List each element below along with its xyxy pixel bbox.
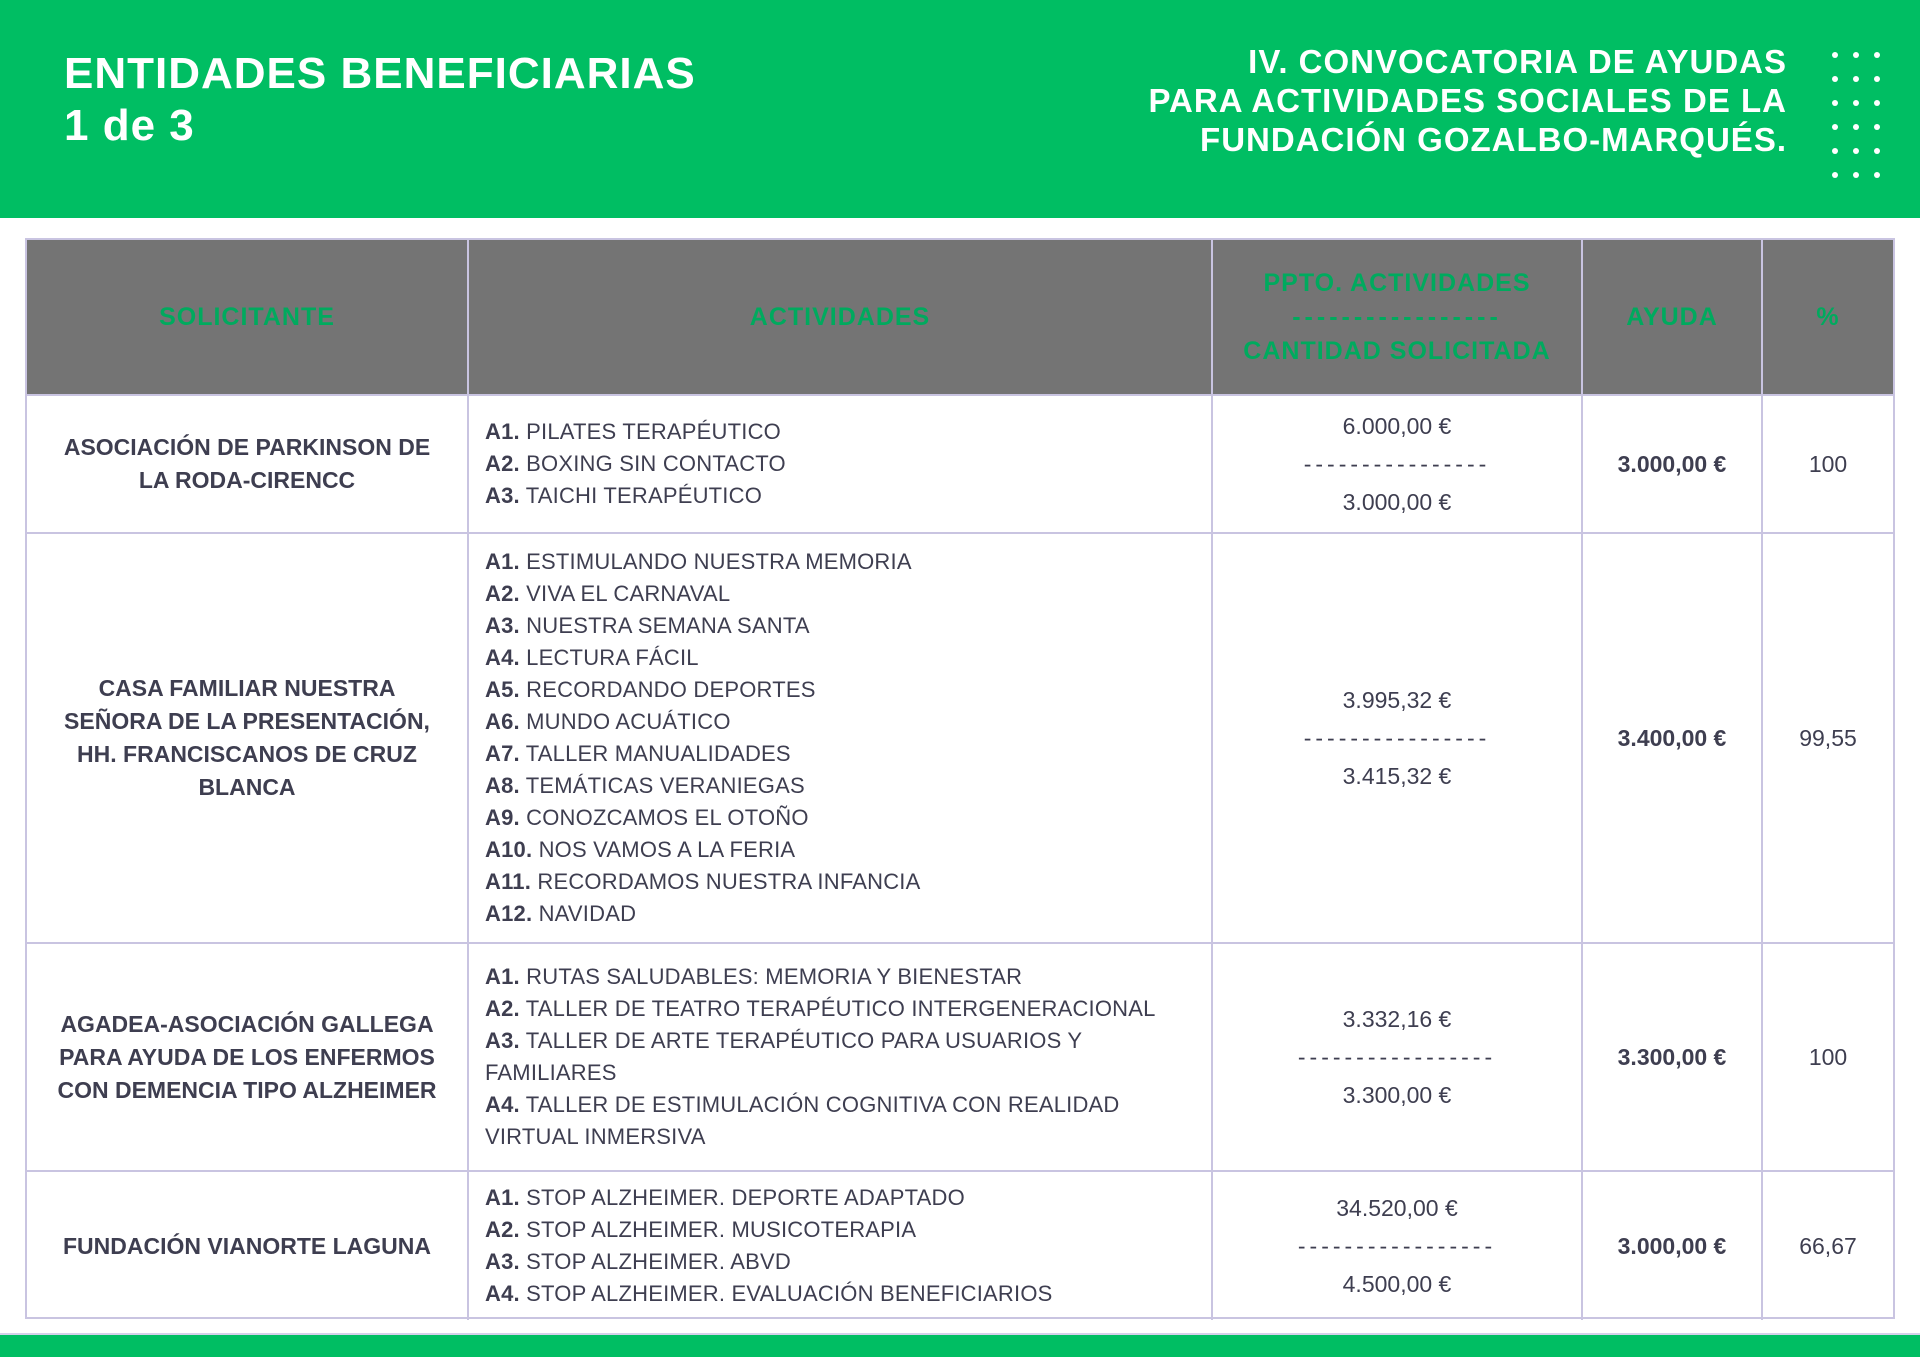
ppto-amount: 34.520,00 €: [1336, 1195, 1458, 1221]
activity-code: A2.: [485, 451, 520, 476]
table-row: [27, 394, 1893, 532]
dot-icon: [1853, 124, 1859, 130]
table-row: [27, 1170, 1893, 1317]
ppto-divider: ----------------: [1303, 451, 1491, 477]
dot-icon: [1853, 148, 1859, 154]
activity-code: A2.: [485, 996, 520, 1021]
banner-subtitle-line2: PARA ACTIVIDADES SOCIALES DE LA: [1148, 82, 1787, 119]
activity-item: A1. PILATES TERAPÉUTICO: [485, 419, 781, 444]
activity-code: A10.: [485, 837, 533, 862]
dot-icon: [1832, 124, 1838, 130]
activity-code: A4.: [485, 1092, 520, 1117]
activity-code: A1.: [485, 549, 520, 574]
activity-code: A2.: [485, 1217, 520, 1242]
activity-code: A9.: [485, 805, 520, 830]
cantidad-solicitada-amount: 3.000,00 €: [1342, 489, 1452, 515]
dot-icon: [1832, 148, 1838, 154]
ppto-amount: 6.000,00 €: [1342, 413, 1452, 439]
banner-subtitle: [1149, 42, 1788, 159]
header-ppto-top: PPTO. ACTIVIDADES: [1263, 269, 1531, 297]
solicitante-cell: CASA FAMILIAR NUESTRA SEÑORA DE LA PRESENTACIÓN, HH. FRANCISCANOS DE CRUZ BLANCA: [27, 534, 469, 942]
activity-item: A3. NUESTRA SEMANA SANTA: [485, 613, 810, 638]
activity-item: A9. CONOZCAMOS EL OTOÑO: [485, 805, 809, 830]
dot-icon: [1874, 148, 1880, 154]
dot-icon: [1853, 100, 1859, 106]
activity-code: A1.: [485, 964, 520, 989]
actividades-cell: [469, 534, 1213, 942]
activity-code: A8.: [485, 773, 520, 798]
activity-item: A7. TALLER MANUALIDADES: [485, 741, 791, 766]
pct-cell: 100: [1808, 1043, 1848, 1070]
cantidad-solicitada-amount: 4.500,00 €: [1342, 1271, 1452, 1297]
ayuda-cell: 3.400,00 €: [1583, 534, 1763, 942]
activity-code: A4.: [485, 645, 520, 670]
ppto-divider: -----------------: [1297, 1233, 1497, 1259]
ayuda-cell: 3.300,00 €: [1583, 944, 1763, 1170]
beneficiaries-table: [25, 238, 1895, 1319]
cantidad-solicitada-amount: 3.300,00 €: [1342, 1082, 1452, 1108]
activity-code: A4.: [485, 1281, 520, 1306]
activity-item: A5. RECORDANDO DEPORTES: [485, 677, 816, 702]
activity-code: A5.: [485, 677, 520, 702]
ppto-divider: ----------------: [1303, 725, 1491, 751]
activity-code: A3.: [485, 1249, 520, 1274]
activity-code: A7.: [485, 741, 520, 766]
activity-code: A11.: [485, 869, 532, 894]
pct-cell: 99,55: [1799, 724, 1857, 751]
dot-icon: [1874, 76, 1880, 82]
header-solicitante: SOLICITANTE: [27, 240, 469, 394]
actividades-cell: [469, 1172, 1213, 1320]
actividades-cell: [469, 396, 1213, 532]
dot-icon: [1853, 172, 1859, 178]
dot-icon: [1874, 124, 1880, 130]
solicitante-cell: ASOCIACIÓN DE PARKINSON DE LA RODA-CIRENCC: [27, 396, 469, 532]
header-actividades: ACTIVIDADES: [469, 240, 1213, 394]
header-ayuda: AYUDA: [1583, 240, 1763, 394]
ayuda-cell: 3.000,00 €: [1583, 1172, 1763, 1320]
activity-item: A1. ESTIMULANDO NUESTRA MEMORIA: [485, 549, 912, 574]
table-header-row: [27, 240, 1893, 394]
activity-code: A3.: [485, 613, 520, 638]
page-title-line2: 1 de 3: [64, 101, 195, 150]
header-ppto: [1213, 240, 1583, 394]
cantidad-solicitada-amount: 3.415,32 €: [1342, 763, 1452, 789]
activity-item: A2. TALLER DE TEATRO TERAPÉUTICO INTERGENERACIONAL: [485, 996, 1156, 1021]
ppto-amount: 3.995,32 €: [1342, 687, 1452, 713]
activity-item: A11. RECORDAMOS NUESTRA INFANCIA: [485, 869, 921, 894]
header-ppto-divider: -----------------: [1292, 303, 1502, 331]
ppto-cell: [1213, 396, 1583, 532]
dot-icon: [1853, 76, 1859, 82]
activity-item: A2. STOP ALZHEIMER. MUSICOTERAPIA: [485, 1217, 917, 1242]
header-ppto-bottom: CANTIDAD SOLICITADA: [1243, 337, 1551, 365]
pct-cell: 66,67: [1799, 1232, 1857, 1259]
activity-code: A6.: [485, 709, 520, 734]
activity-item: A3. TAICHI TERAPÉUTICO: [485, 483, 763, 508]
table-body: [27, 394, 1893, 1317]
dot-icon: [1832, 76, 1838, 82]
activity-item: A2. VIVA EL CARNAVAL: [485, 581, 731, 606]
activity-item: A3. STOP ALZHEIMER. ABVD: [485, 1249, 791, 1274]
banner: [0, 0, 1920, 218]
banner-subtitle-line1: IV. CONVOCATORIA DE AYUDAS: [1248, 43, 1787, 80]
activity-code: A3.: [485, 483, 520, 508]
activity-item: A4. TALLER DE ESTIMULACIÓN COGNITIVA CON REALIDAD VIRTUAL INMERSIVA: [485, 1092, 1120, 1149]
table-row: [27, 942, 1893, 1170]
ayuda-cell: 3.000,00 €: [1583, 396, 1763, 532]
page-title: [64, 48, 696, 152]
ppto-amount: 3.332,16 €: [1342, 1006, 1452, 1032]
ppto-cell: [1213, 534, 1583, 942]
activity-item: A2. BOXING SIN CONTACTO: [485, 451, 786, 476]
dots-grid-icon: [1832, 52, 1880, 178]
activity-code: A1.: [485, 1185, 520, 1210]
dot-icon: [1832, 172, 1838, 178]
table-row: [27, 532, 1893, 942]
header-pct: %: [1816, 303, 1840, 331]
solicitante-cell: FUNDACIÓN VIANORTE LAGUNA: [27, 1172, 469, 1320]
ppto-cell: [1213, 944, 1583, 1170]
activity-item: A1. STOP ALZHEIMER. DEPORTE ADAPTADO: [485, 1185, 965, 1210]
activity-item: A6. MUNDO ACUÁTICO: [485, 709, 731, 734]
footer-bar: [0, 1333, 1920, 1357]
dot-icon: [1874, 172, 1880, 178]
dot-icon: [1832, 52, 1838, 58]
ppto-divider: -----------------: [1297, 1044, 1497, 1070]
activity-item: A12. NAVIDAD: [485, 901, 637, 926]
dot-icon: [1853, 52, 1859, 58]
dot-icon: [1874, 100, 1880, 106]
ppto-cell: [1213, 1172, 1583, 1320]
activity-item: A10. NOS VAMOS A LA FERIA: [485, 837, 796, 862]
activity-code: A2.: [485, 581, 520, 606]
activity-code: A12.: [485, 901, 533, 926]
actividades-cell: [469, 944, 1213, 1170]
activity-item: A4. LECTURA FÁCIL: [485, 645, 699, 670]
activity-item: A8. TEMÁTICAS VERANIEGAS: [485, 773, 805, 798]
solicitante-cell: AGADEA-ASOCIACIÓN GALLEGA PARA AYUDA DE LOS ENFERMOS CON DEMENCIA TIPO ALZHEIMER: [27, 944, 469, 1170]
dot-icon: [1874, 52, 1880, 58]
activity-item: A3. TALLER DE ARTE TERAPÉUTICO PARA USUARIOS Y FAMILIARES: [485, 1028, 1082, 1085]
activity-code: A3.: [485, 1028, 520, 1053]
activity-code: A1.: [485, 419, 520, 444]
page-title-line1: ENTIDADES BENEFICIARIAS: [64, 49, 696, 98]
pct-cell: 100: [1808, 450, 1848, 477]
activity-item: A1. RUTAS SALUDABLES: MEMORIA Y BIENESTAR: [485, 964, 1023, 989]
dot-icon: [1832, 100, 1838, 106]
banner-subtitle-line3: FUNDACIÓN GOZALBO-MARQUÉS.: [1200, 121, 1787, 158]
activity-item: A4. STOP ALZHEIMER. EVALUACIÓN BENEFICIARIOS: [485, 1281, 1053, 1306]
